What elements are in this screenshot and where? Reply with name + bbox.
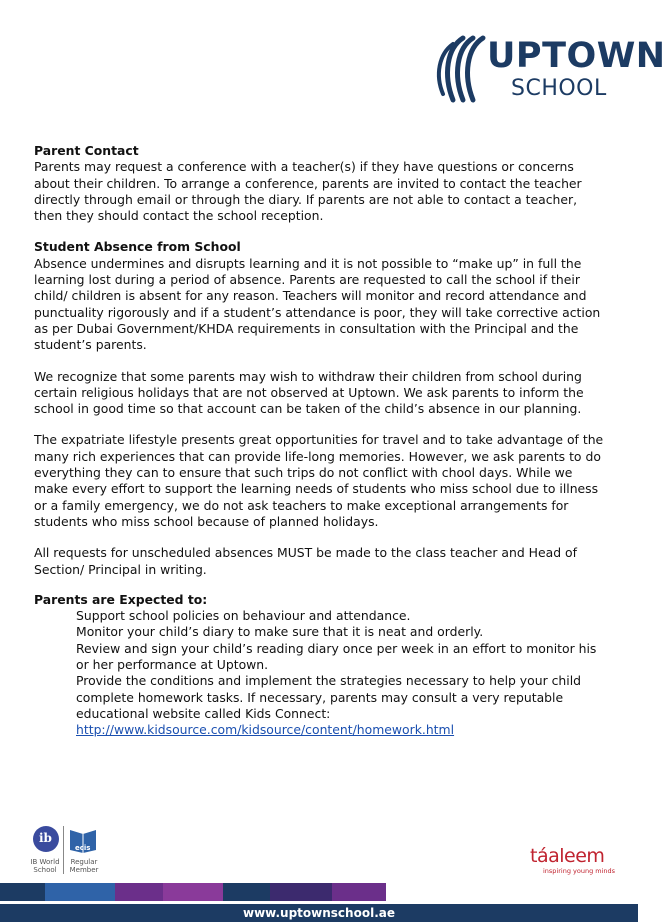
logo-divider [63,826,64,874]
unscheduled-absence-text: All requests for unscheduled absences MUST be made to the class teacher and Head of Section/ Principal in writing. [34,545,577,577]
ecis-caption: Regular Member [69,858,99,874]
religious-holidays-text: We recognize that some parents may wish to withdraw their children from school during certain religious holidays that are not observed at Uptown. We ask parents to inform the school in good time so that account can be taken of the child’s absence in our planning. [34,368,584,417]
logo-word-school: SCHOOL [511,76,607,101]
document-body [34,143,609,739]
homework-link[interactable]: http://www.kidsource.com/kidsource/content/homework.html [76,722,455,738]
uptown-school-logo [425,30,666,105]
expatriate-lifestyle-text: The expatriate lifestyle presents great opportunities for travel and to take advantage of the many rich experiences that can provide life-long memories. However, we ask parents to do everything they can to ensure that such trips do not conflict with chool days. While we make every effort to support the learning needs of students who miss school due to illness or a family emergency, we do not ask teachers to make exceptional arrangements for students who miss school because of planned holidays. [34,432,604,529]
color-segment [0,883,45,901]
heading-parent-contact: Parent Contact [34,143,139,158]
footer-color-stripe [0,883,638,901]
taaleem-name: táaleem [530,845,605,867]
ib-mark: ib [39,831,52,845]
taaleem-logo [530,845,616,877]
color-segment [223,883,270,901]
absence-text: Absence undermines and disrupts learning and it is not possible to “make up” in full the learning lost during a period of absence. Parents are requested to call the school if their child/ children is absent for any reason. Teachers will monitor and record attendance and punctuality rigorously and if a student’s attendance is poor, they will take corrective action as per Dubai Government/KHDA requirements in consultation with the Principal and the student’s parents. [34,255,601,353]
section-expected [34,592,609,739]
heading-parents-expected: Parents are Expected to: [34,591,208,607]
expected-item: Provide the conditions and implement the strategies necessary to help your child complete homework tasks. If necessary, parents may consult a very reputable educational website called Kids Connect: [76,673,582,721]
expected-item: Monitor your child’s diary to make sure that it is neat and orderly. [76,624,484,640]
parent-contact-text: Parents may request a conference with a teacher(s) if they have questions or concerns about their children. To arrange a conference, parents are invited to contact the teacher directly through email or through the diary. If parents are not able to contact a teacher, then they should contact the school reception. [34,159,582,224]
expected-item: Review and sign your child’s reading diary once per week in an effort to monitor his or her performance at Uptown. [76,640,597,673]
color-segment [270,883,332,901]
expected-item: Support school policies on behaviour and attendance. [76,608,411,624]
heading-absence: Student Absence from School [34,239,241,255]
taaleem-tagline: inspiring young minds [543,867,616,875]
ib-caption: IB World School [30,858,60,874]
color-segment [332,883,386,901]
accreditation-logos [30,826,110,876]
section-absence [34,239,609,353]
ecis-mark: ecis [75,844,91,852]
section-parent-contact [34,143,609,224]
logo-word-uptown: UPTOWN [487,36,666,76]
color-segment [45,883,115,901]
color-segment [115,883,163,901]
color-segment [163,883,223,901]
logo-arcs-icon [425,30,495,105]
website-url[interactable]: www.uptownschool.ae [243,906,395,920]
color-segment [386,883,638,901]
